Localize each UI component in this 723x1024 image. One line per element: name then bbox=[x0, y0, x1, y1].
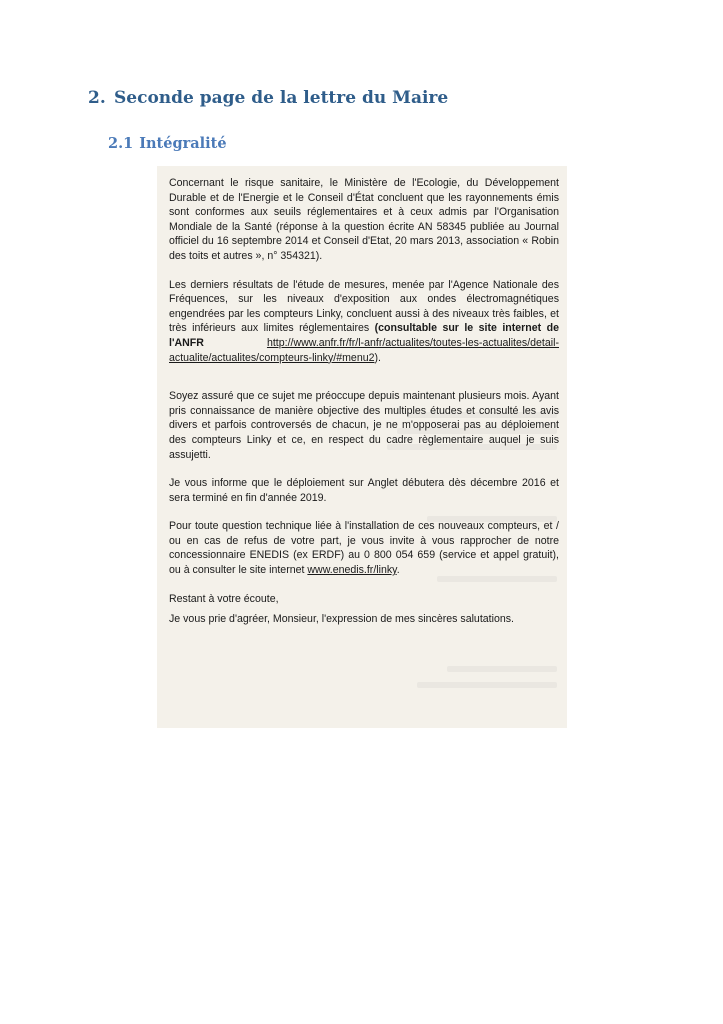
enedis-contact-text: Pour toute question technique liée à l'installation de ces nouveaux compteurs, et / ou en cas de refus de votre part, je vous invite à vous rapprocher de notre concessionnaire ENEDIS (ex ERDF) au 0 800 054 659 (service et appel gratuit), ou à consulter le site internet bbox=[169, 520, 559, 577]
subsection-number: 2.1 bbox=[108, 135, 134, 152]
enedis-closing: . bbox=[396, 564, 400, 577]
closing-line-1: Restant à votre écoute, bbox=[169, 592, 279, 605]
section-number: 2. bbox=[88, 88, 106, 108]
paragraph-health-risk: Concernant le risque sanitaire, le Ministère de l'Ecologie, du Développement Durable et de l'Energie et le Conseil d'État concluent que les rayonnements émis sont conformes aux seuils réglementaires et à ceux admis par l'Organisation Mondiale de la Santé (réponse à la question écrite AN 58345 publiée au Journal officiel du 16 septembre 2014 et Conseil d'Etat, 20 mars 2013, association « Robin des toits et autres », n° 354321). bbox=[169, 177, 559, 262]
section-heading bbox=[88, 88, 448, 108]
anfr-study-text: Les derniers résultats de l'étude de mesures, menée par l'Agence Nationale des Fréquences, sur les niveaux d'exposition aux ondes électromagnétiques engendrées par les compteurs Linky, concluent aussi à des niveaux très faibles, et très inférieurs aux limites réglementaires bbox=[169, 278, 559, 335]
scanned-letter bbox=[157, 166, 567, 728]
paragraph-anfr-study bbox=[169, 278, 559, 366]
anfr-closing: ). bbox=[374, 351, 381, 364]
enedis-link[interactable]: www.enedis.fr/linky bbox=[307, 564, 397, 577]
paragraph-deployment-dates: Je vous informe que le déploiement sur Anglet débutera dès décembre 2016 et sera terminé en fin d'année 2019. bbox=[169, 477, 559, 504]
subsection-title: Intégralité bbox=[139, 135, 227, 152]
anfr-consult-note: (consultable sur le site internet de l'ANFR bbox=[169, 322, 559, 349]
paragraph-enedis-contact bbox=[169, 519, 559, 577]
section-title: Seconde page de la lettre du Maire bbox=[114, 88, 449, 108]
paragraph-mayor-position: Soyez assuré que ce sujet me préoccupe depuis maintenant plusieurs mois. Ayant pris connaissance de manière objective des multiples études et consulté les avis divers et parfois controversés de chacun, je ne m'opposerai pas au déploiement des compteurs Linky et ce, en respect du cadre règlementaire auquel je suis assujetti. bbox=[169, 390, 559, 461]
closing-line-2: Je vous prie d'agréer, Monsieur, l'expression de mes sincères salutations. bbox=[169, 613, 514, 626]
anfr-link[interactable]: http://www.anfr.fr/fr/l-anfr/actualites/toutes-les-actualites/detail-actualite/actualites/compteurs-linky/#menu2 bbox=[169, 336, 559, 364]
subsection-heading bbox=[108, 135, 227, 152]
